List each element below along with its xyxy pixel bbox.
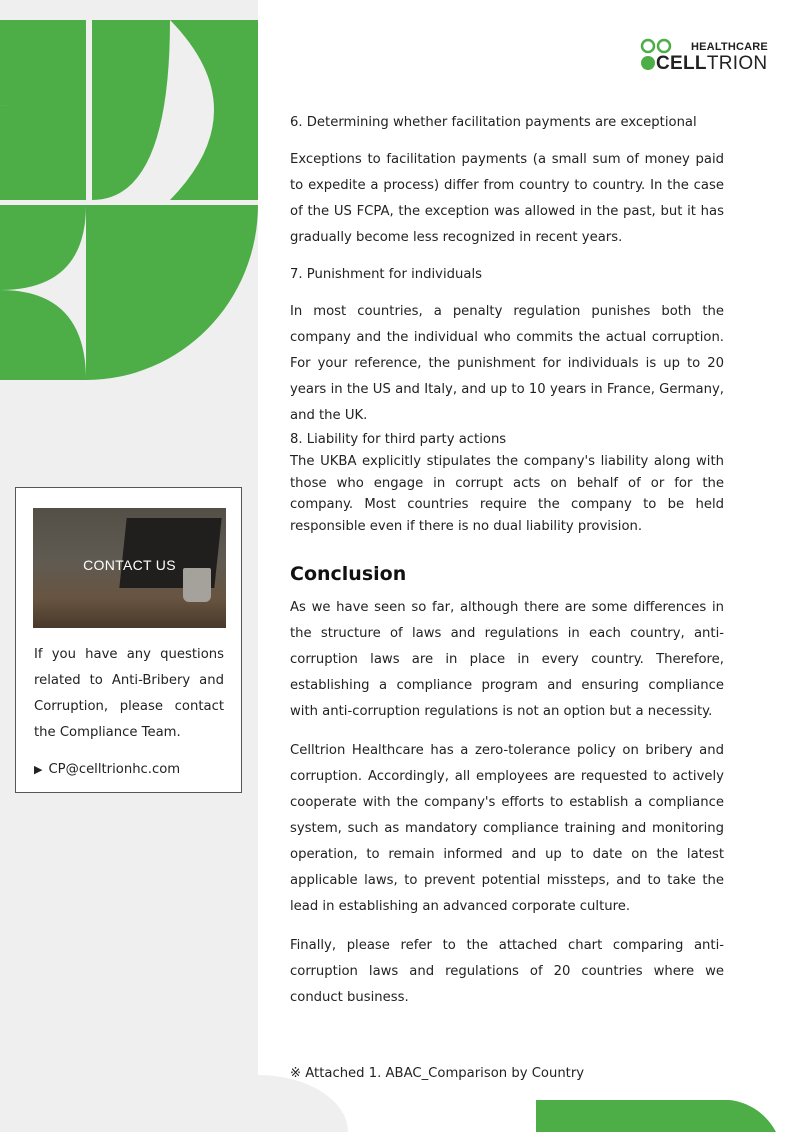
section-6-heading: 6. Determining whether facilitation payments are exceptional xyxy=(290,115,697,130)
contact-box xyxy=(15,487,242,793)
main-content xyxy=(290,110,724,1087)
green-decorative-shapes xyxy=(0,0,258,385)
green-bottom-shape xyxy=(536,1100,800,1132)
arrow-right-icon: ▶ xyxy=(34,763,43,776)
conclusion-paragraph-1: As we have seen so far, although there are some differences in the structure of laws and regulations in each country, anti-corruption laws are in place in every country. Therefore, establishing a compliance program and ensuring compliance with anti-corruption regulations is not an option but a necessity. xyxy=(290,600,724,719)
conclusion-paragraph-2: Celltrion Healthcare has a zero-tolerance policy on bribery and corruption. Accordingly, all employees are requested to actively cooperate with the company's efforts to establish a compliance system, such as mandatory compliance training and monitoring operation, to remain informed and up to date on the latest applicable laws, to prevent potential missteps, and to take the lead in establishing an advanced corporate culture. xyxy=(290,743,724,914)
contact-text: If you have any questions related to Anti-Bribery and Corruption, please contact the Compliance Team. xyxy=(34,647,224,740)
logo-healthcare-text: HEALTHCARE xyxy=(691,41,768,53)
contact-us-title: CONTACT US xyxy=(83,557,176,573)
section-8-heading: 8. Liability for third party actions xyxy=(290,432,507,447)
section-7-body: In most countries, a penalty regulation punishes both the company and the individual who commits the actual corruption. For your reference, the punishment for individuals is up to 20 years in the US and Italy, and up to 10 years in France, Germany, and the UK. xyxy=(290,304,724,423)
conclusion-paragraph-3: Finally, please refer to the attached chart comparing anti-corruption laws and regulations of 20 countries where we conduct business. xyxy=(290,938,724,1005)
contact-email-address[interactable]: CP@celltrionhc.com xyxy=(48,762,181,777)
section-7-heading: 7. Punishment for individuals xyxy=(290,267,482,282)
contact-email[interactable] xyxy=(34,757,180,783)
attachment-note: ※ Attached 1. ABAC_Comparison by Country xyxy=(290,1066,585,1081)
section-6-body: Exceptions to facilitation payments (a small sum of money paid to expedite a process) differ from country to country. In the case of the US FCPA, the exception was allowed in the past, but it has gradually become less recognized in recent years. xyxy=(290,152,724,245)
celltrion-healthcare-logo xyxy=(640,38,770,74)
section-8-body: The UKBA explicitly stipulates the company's liability along with those who engage in corrupt acts on behalf of or for the company. Most countries require the company to be held responsible even if there is no dual liability provision. xyxy=(290,454,724,534)
conclusion-title: Conclusion xyxy=(290,563,407,585)
contact-us-image xyxy=(33,508,226,628)
logo-brand-text: CELLTRION xyxy=(656,53,768,74)
